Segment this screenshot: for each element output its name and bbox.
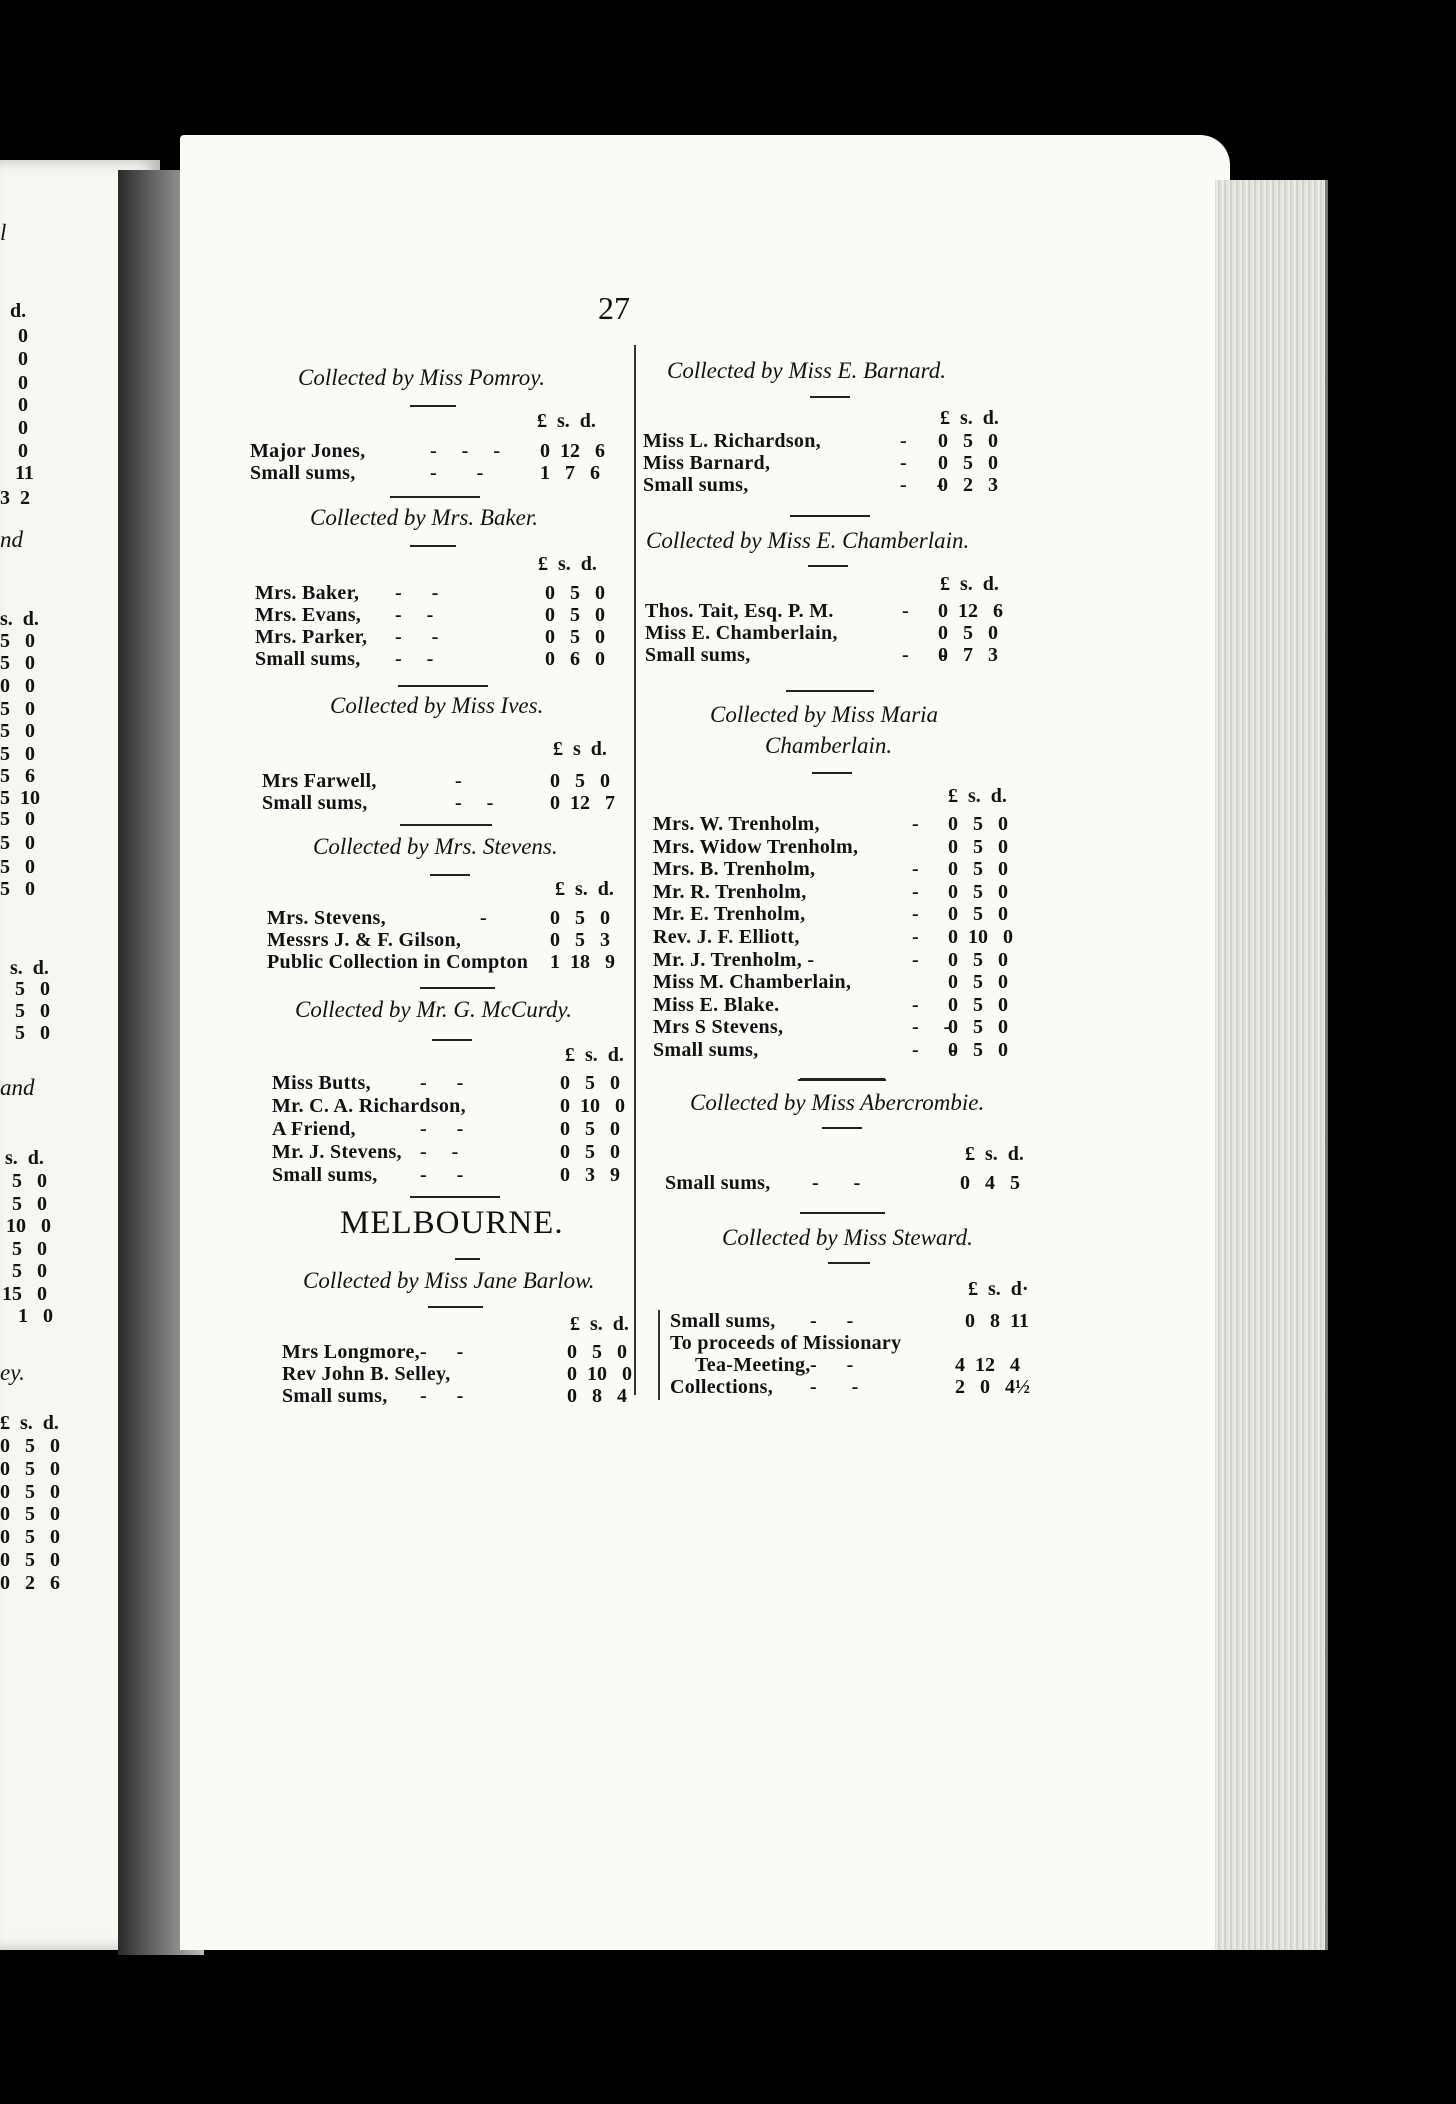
left-page-fragment: 0 5 0 <box>0 1481 60 1503</box>
entry-amount: 0 8 4 <box>567 1385 627 1407</box>
entry-dashes: - - <box>395 626 439 648</box>
entry-dashes: - - <box>900 474 944 496</box>
entry-dashes: - - <box>902 644 946 666</box>
entry-name: Small sums, <box>645 644 751 666</box>
separator-rule <box>432 1039 472 1041</box>
entry-amount: 0 5 0 <box>545 582 605 604</box>
section-heading: Collected by Miss Steward. <box>722 1225 973 1250</box>
left-page-fragment: 0 <box>18 325 28 347</box>
money-column-header: £ s. d. <box>555 878 614 900</box>
left-page-fragment: 5 0 <box>0 878 35 900</box>
entry-name: Messrs J. & F. Gilson, <box>267 929 462 951</box>
entry-amount: 0 8 11 <box>965 1310 1029 1332</box>
left-page-fragment: 5 0 <box>12 1238 47 1260</box>
entry-dashes: - - <box>420 1164 464 1186</box>
entry-name: Rev. J. F. Elliott, <box>653 926 800 948</box>
left-page-fragment: 5 0 <box>15 1000 50 1022</box>
entry-name: Mrs. W. Trenholm, <box>653 813 820 835</box>
entry-amount: 0 5 0 <box>560 1118 620 1140</box>
separator-rule <box>420 987 495 989</box>
left-page-fragment: and <box>0 1075 35 1100</box>
entry-amount: 0 2 3 <box>938 474 998 496</box>
left-page-fragment: 5 0 <box>0 743 35 765</box>
left-page-fragment: 5 0 <box>0 720 35 742</box>
left-page-fragment: 5 0 <box>15 1022 50 1044</box>
left-page-fragment: s. d. <box>0 608 39 630</box>
section-heading: Collected by Mrs. Stevens. <box>313 834 558 859</box>
entry-amount: 0 5 0 <box>550 770 610 792</box>
section-heading: Collected by Mr. G. McCurdy. <box>295 997 573 1022</box>
entry-name: Mrs S Stevens, <box>653 1016 784 1039</box>
money-column-header: £ s. d. <box>948 785 1007 807</box>
entry-name: Mrs. Baker, <box>255 582 360 604</box>
left-page-fragment: 5 0 <box>12 1193 47 1215</box>
entry-dashes: - - <box>420 1385 464 1407</box>
entry-amount: 0 5 0 <box>948 858 1008 881</box>
entry-dashes: - <box>912 926 919 948</box>
entry-dashes: - - <box>912 1039 956 1061</box>
left-page-fragment: 5 0 <box>0 808 35 830</box>
entry-dashes: - - <box>420 1341 464 1363</box>
entry-amount: 0 5 0 <box>938 430 998 452</box>
left-page-fragment: 5 0 <box>15 978 50 1000</box>
left-page-fragment: 0 <box>18 348 28 370</box>
separator-rule <box>398 685 488 687</box>
left-page-fragment: 0 5 0 <box>0 1458 60 1480</box>
entry-amount: 1 7 6 <box>540 462 600 484</box>
column-divider <box>634 345 636 1395</box>
entry-dashes: - <box>912 948 919 971</box>
entry-name: Miss L. Richardson, <box>643 430 821 452</box>
entry-dashes: - - <box>810 1310 854 1332</box>
entry-dashes: - - <box>810 1376 859 1398</box>
money-column-header: £ s. d. <box>570 1313 629 1335</box>
entry-name: Miss M. Chamberlain, <box>653 971 852 994</box>
left-page-fragment: 5 0 <box>0 652 35 674</box>
entry-amount: 0 10 0 <box>560 1095 625 1117</box>
entry-name: Small sums, <box>272 1164 378 1186</box>
left-page-fragment: 0 2 6 <box>0 1572 60 1594</box>
entry-dashes: - <box>900 452 907 474</box>
entry-amount: 4 12 4 <box>955 1354 1020 1376</box>
entry-dashes: - <box>900 430 907 452</box>
entry-amount: 0 6 0 <box>545 648 605 670</box>
entry-name: Small sums, <box>670 1310 776 1332</box>
money-column-header: £ s. d. <box>940 407 999 429</box>
entry-amount: 0 5 0 <box>948 880 1008 903</box>
entry-name: Mr. J. Stevens, <box>272 1141 402 1163</box>
entry-amount: 1 18 9 <box>550 951 615 973</box>
entry-amount: 0 12 7 <box>550 792 615 814</box>
left-page-fragment: nd <box>0 527 23 552</box>
entry-name: Mr. R. Trenholm, <box>653 880 807 903</box>
left-page-fragment: 5 10 <box>0 787 40 809</box>
money-column-header: £ s. d. <box>965 1143 1024 1165</box>
separator-rule <box>390 496 480 498</box>
left-page-fragment: £ s. d. <box>0 1412 59 1434</box>
entry-dashes: - - <box>912 1016 951 1039</box>
entry-name: Thos. Tait, Esq. P. M. <box>645 600 834 622</box>
section-heading: Collected by Miss Jane Barlow. <box>303 1268 595 1293</box>
left-page-fragment: 5 0 <box>12 1260 47 1282</box>
entry-dashes: - <box>912 993 919 1016</box>
separator-rule <box>810 396 850 398</box>
entry-amount: 0 5 0 <box>948 903 1008 926</box>
entry-name: Mrs. Widow Trenholm, <box>653 835 859 858</box>
separator-rule <box>808 565 848 567</box>
separator-rule <box>800 1212 885 1214</box>
left-page-fragment: 5 0 <box>12 1170 47 1192</box>
separator-rule <box>400 824 492 826</box>
left-page-fragment: 11 <box>15 462 34 484</box>
left-page-fragment: 0 <box>18 394 28 416</box>
entry-amount: 0 5 0 <box>938 452 998 474</box>
section-heading: Collected by Miss Pomroy. <box>298 365 545 390</box>
section-heading: Collected by Mrs. Baker. <box>310 505 539 530</box>
entry-dashes: - - - <box>430 440 500 462</box>
section-heading: Collected by Miss Maria <box>710 702 939 727</box>
left-page-fragment: 0 5 0 <box>0 1549 60 1571</box>
money-column-header: £ s. d. <box>940 573 999 595</box>
entry-name: A Friend, <box>272 1118 356 1140</box>
separator-rule <box>410 405 456 407</box>
left-page-fragment: 0 <box>18 440 28 462</box>
separator-rule <box>430 874 470 876</box>
separator-rule <box>410 545 456 547</box>
entry-name: Mr. C. A. Richardson, <box>272 1095 466 1117</box>
entry-dashes: - - <box>812 1172 861 1194</box>
separator-rule <box>828 1262 870 1264</box>
money-column-header: £ s. d. <box>565 1044 624 1066</box>
money-column-header: £ s. d. <box>537 410 596 432</box>
left-page-fragment: 1 0 <box>18 1305 53 1327</box>
entry-amount: 0 7 3 <box>938 644 998 666</box>
entry-dashes: - - <box>395 582 439 604</box>
left-page-fragment: 0 0 <box>0 675 35 697</box>
entry-dashes: - - <box>810 1354 854 1376</box>
column-divider-lower <box>658 1310 660 1400</box>
entry-amount: 2 0 4½ <box>955 1376 1030 1398</box>
entry-name: To proceeds of Missionary <box>670 1332 902 1354</box>
left-page-fragment: 5 0 <box>0 856 35 878</box>
separator-rule <box>428 1306 483 1308</box>
money-column-header: £ s d. <box>553 738 607 760</box>
entry-amount: 0 5 0 <box>948 835 1008 858</box>
entry-amount: 0 5 0 <box>545 604 605 626</box>
entry-name: Mrs. Evans, <box>255 604 362 626</box>
section-heading: Collected by Miss Ives. <box>330 693 544 718</box>
entry-amount: 0 5 0 <box>948 948 1008 971</box>
entry-amount: 0 5 0 <box>545 626 605 648</box>
section-heading: Collected by Miss Abercrombie. <box>690 1090 985 1115</box>
melbourne-title: MELBOURNE. <box>340 1205 564 1241</box>
entry-name: Tea-Meeting, <box>695 1354 811 1376</box>
entry-name: Miss Butts, <box>272 1072 371 1094</box>
left-page-fragment: 5 0 <box>0 832 35 854</box>
left-page-fragment: l <box>0 220 7 245</box>
entry-name: Small sums, <box>250 462 356 484</box>
entry-dashes: - <box>912 858 919 881</box>
entry-amount: 0 5 0 <box>550 907 610 929</box>
left-page-fragment: 0 <box>18 372 28 394</box>
left-page-fragment: 5 0 <box>0 630 35 652</box>
separator-rule <box>410 1196 500 1198</box>
entry-amount: 0 10 0 <box>948 926 1013 948</box>
left-page-fragment: s. d. <box>10 957 49 979</box>
separator-rule <box>822 1127 862 1129</box>
left-page-fragment: 0 5 0 <box>0 1435 60 1457</box>
entry-dashes: - <box>912 880 919 903</box>
left-page-fragment: d. <box>10 300 27 322</box>
entry-name: Public Collection in Compton <box>267 951 529 973</box>
left-page-fragment: ey. <box>0 1360 25 1385</box>
entry-amount: 0 4 5 <box>960 1172 1020 1194</box>
left-page-fragment: 0 5 0 <box>0 1526 60 1548</box>
entry-dashes: - - <box>420 1141 459 1163</box>
separator-rule <box>790 515 870 517</box>
entry-name: Mrs. Stevens, <box>267 907 386 929</box>
entry-amount: 0 5 0 <box>948 1039 1008 1061</box>
entry-amount: 0 5 0 <box>938 622 998 644</box>
entry-amount: 0 10 0 <box>567 1363 632 1385</box>
separator-rule <box>455 1258 480 1260</box>
left-page-fragment: s. d. <box>5 1147 44 1169</box>
entry-dashes: - <box>912 903 919 926</box>
separator-rule <box>812 772 852 774</box>
entry-amount: 0 5 0 <box>560 1072 620 1094</box>
entry-dashes: - <box>455 770 462 792</box>
entry-name: Miss E. Blake. <box>653 993 780 1016</box>
entry-dashes: - - <box>455 792 494 814</box>
entry-name: Small sums, <box>653 1039 759 1061</box>
entry-dashes: - - <box>420 1072 464 1094</box>
entry-dashes: - - <box>420 1118 464 1140</box>
entry-dashes: - - <box>395 604 434 626</box>
entry-amount: 0 5 0 <box>948 971 1008 994</box>
section-heading: Chamberlain. <box>765 733 893 758</box>
entry-dashes: - <box>902 600 909 622</box>
entry-name: Small sums, <box>643 474 749 496</box>
money-column-header: £ s. d. <box>538 553 597 575</box>
left-page-fragment: 5 0 <box>0 698 35 720</box>
entry-name: Small sums, <box>255 648 361 670</box>
entry-name: Small sums, <box>282 1385 388 1407</box>
left-page-fragment: 5 6 <box>0 765 35 787</box>
entry-amount: 0 5 0 <box>560 1141 620 1163</box>
section-heading: Collected by Miss E. Chamberlain. <box>646 528 970 553</box>
page-number: 27 <box>598 290 630 326</box>
entry-name: Small sums, <box>262 792 368 814</box>
separator-rule <box>786 690 874 692</box>
section-heading: Collected by Miss E. Barnard. <box>667 358 946 383</box>
money-column-header: £ s. d· <box>968 1278 1029 1300</box>
left-page-fragment: 3 2 <box>0 487 30 509</box>
entry-name: Mrs Longmore, <box>282 1341 420 1363</box>
entry-amount: 0 5 3 <box>550 929 610 951</box>
entry-name: Mr. J. Trenholm, - <box>653 948 815 971</box>
entry-name: Major Jones, <box>250 440 366 462</box>
entry-name: Miss E. Chamberlain, <box>645 622 838 644</box>
entry-name: Rev John B. Selley, <box>282 1363 451 1385</box>
entry-amount: 0 5 0 <box>948 1016 1008 1039</box>
entry-name: Miss Barnard, <box>643 452 771 474</box>
entry-dashes: - <box>912 813 919 835</box>
page-edges <box>1215 180 1328 1950</box>
separator-rule <box>798 1079 886 1081</box>
entry-name: Mr. E. Trenholm, <box>653 903 806 926</box>
left-page-fragment: 15 0 <box>2 1283 47 1305</box>
entry-dashes: - - <box>430 462 484 484</box>
entry-name: Mrs Farwell, <box>262 770 377 792</box>
entry-dashes: - <box>480 907 487 929</box>
entry-amount: 0 5 0 <box>948 993 1008 1016</box>
entry-name: Small sums, <box>665 1172 771 1194</box>
entry-amount: 0 12 6 <box>938 600 1003 622</box>
left-page-fragment: 0 5 0 <box>0 1503 60 1525</box>
entry-amount: 0 5 0 <box>567 1341 627 1363</box>
left-page-fragment: 0 <box>18 417 28 439</box>
entry-dashes: - - <box>395 648 434 670</box>
entry-amount: 0 5 0 <box>948 813 1008 835</box>
entry-amount: 0 3 9 <box>560 1164 620 1186</box>
left-page-fragment: 10 0 <box>6 1215 51 1237</box>
entry-amount: 0 12 6 <box>540 440 605 462</box>
entry-name: Mrs. Parker, <box>255 626 368 648</box>
entry-name: Collections, <box>670 1376 774 1398</box>
entry-name: Mrs. B. Trenholm, <box>653 858 816 881</box>
